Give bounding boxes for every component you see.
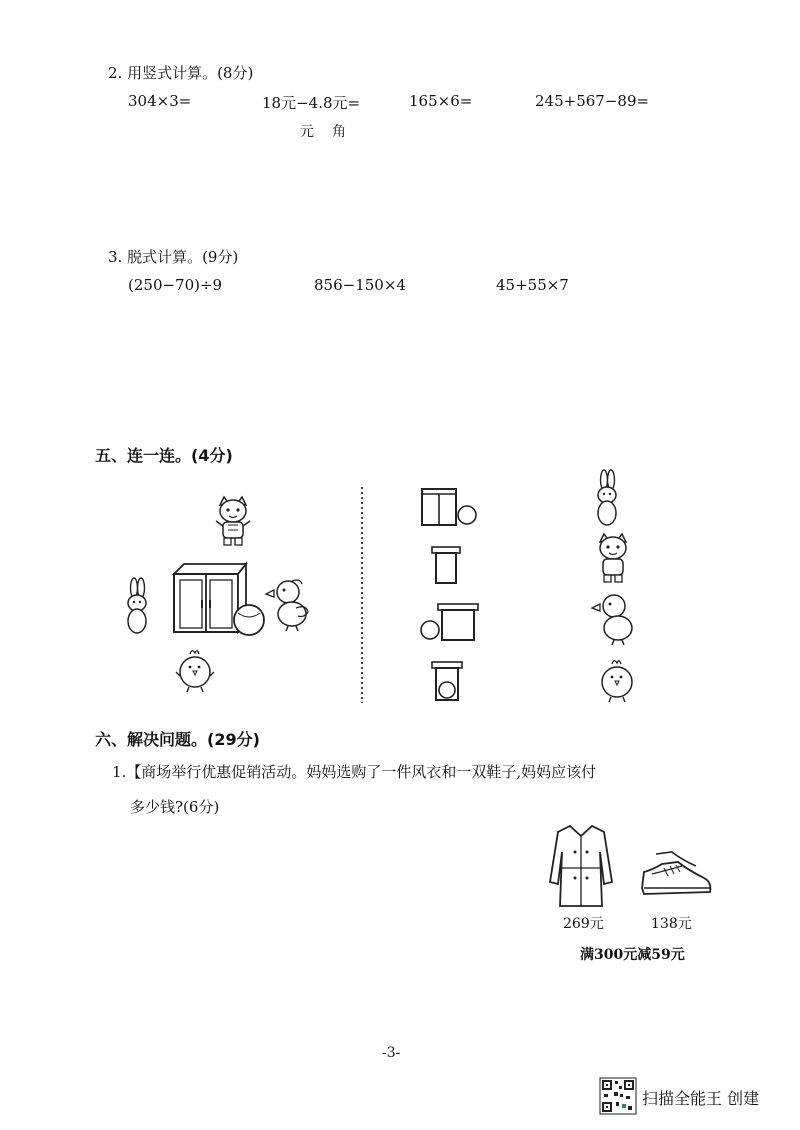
duck-icon xyxy=(270,578,310,632)
section5-title: 五、连一连。(4分) xyxy=(95,446,233,465)
problem1-text-line2: 多少钱?(6分) xyxy=(130,798,220,816)
tiger-icon xyxy=(210,495,256,547)
chick-icon xyxy=(176,648,214,692)
problem1-text-line1: 1.【商场举行优惠促销活动。妈妈选购了一件风衣和一双鞋子,妈妈应该付 xyxy=(112,763,597,781)
view-cabinet-ball xyxy=(420,487,478,527)
q3-expr-3: 45+55×7 xyxy=(496,276,569,294)
q3-expr-2: 856−150×4 xyxy=(314,276,406,294)
coat-icon xyxy=(548,822,614,908)
q2-expr-3: 165×6= xyxy=(409,92,473,110)
view-ball-cabinet xyxy=(418,602,480,642)
rabbit-icon xyxy=(124,578,150,636)
unit-jiao: 角 xyxy=(332,124,346,140)
qr-code-icon xyxy=(600,1078,636,1114)
q3-title: 3. 脱式计算。(9分) xyxy=(108,248,239,266)
chick-icon xyxy=(598,658,636,702)
ball-icon xyxy=(232,603,266,637)
duck-icon xyxy=(596,592,636,646)
q2-expr-2: 18元−4.8元= xyxy=(262,94,361,112)
shoes-price: 138元 xyxy=(651,916,692,932)
rabbit-icon xyxy=(594,470,620,528)
watermark-text: 扫描全能王 创建 xyxy=(642,1089,760,1108)
q3-expr-1: (250−70)÷9 xyxy=(128,276,223,294)
view-cabinet-front-ball xyxy=(430,660,466,702)
q2-expr-4: 245+567−89= xyxy=(535,92,650,110)
q2-expr-1: 304×3= xyxy=(128,92,192,110)
page-number: -3- xyxy=(382,1045,401,1061)
coat-price: 269元 xyxy=(563,916,604,932)
section6-title: 六、解决问题。(29分) xyxy=(95,730,260,749)
unit-yuan: 元 xyxy=(300,124,314,140)
promo-text: 满300元减59元 xyxy=(580,947,685,963)
view-cabinet-side xyxy=(430,545,464,585)
shoes-icon xyxy=(638,852,714,902)
q2-title: 2. 用竖式计算。(8分) xyxy=(108,64,254,82)
dotted-divider xyxy=(360,487,364,703)
tiger-icon xyxy=(590,532,636,584)
